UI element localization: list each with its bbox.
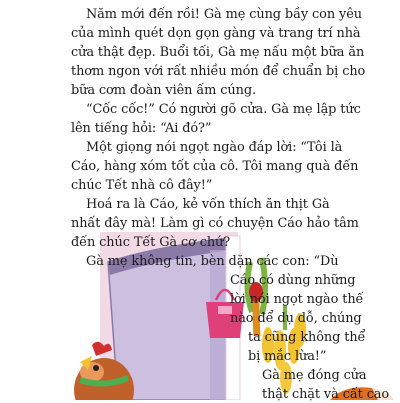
paragraph-5-line-4: nào để dụ dỗ, chúng: [230, 311, 362, 326]
paragraph-3-line-2: Cáo, hàng xóm tốt của cô. Tôi mang quà đến: [71, 159, 359, 174]
paragraph-3-line-1: Một giọng nói ngọt ngào đáp lời: “Tôi là: [86, 140, 343, 155]
paragraph-1-line-5: bữa cơm đoàn viên ấm cúng.: [71, 83, 256, 98]
paragraph-5-line-5: ta cũng không thể: [248, 330, 366, 345]
paragraph-1-line-4: thơm ngon với rất nhiều món để chuẩn bị cho: [71, 64, 366, 79]
paragraph-5-line-6: bị mắc lừa!”: [248, 349, 327, 364]
paragraph-5-line-2: Cáo có dùng những: [230, 273, 356, 288]
paragraph-1-line-3: cửa thật đẹp. Buổi tối, Gà mẹ nấu một bữa ăn: [71, 45, 365, 60]
paragraph-6-line-2: thật chặt và cất cao: [262, 387, 390, 402]
paragraph-6-line-1: Gà mẹ đóng cửa: [262, 368, 367, 383]
paragraph-4-line-3: đến chúc Tết Gà cơ chứ?: [71, 235, 231, 250]
paragraph-3-line-3: chúc Tết nhà cô đây!”: [71, 178, 213, 193]
paragraph-4-line-2: nhất đây mà! Làm gì có chuyện Cáo hảo tâm: [71, 216, 359, 231]
paragraph-1-line-2: của mình quét dọn gọn gàng và trang trí nhà: [71, 26, 361, 41]
paragraph-1-line-1: Năm mới đến rồi! Gà mẹ cùng bầy con yêu: [86, 7, 362, 22]
paragraph-5-line-3: lời nói ngọt ngào thế: [230, 292, 364, 307]
paragraph-4-line-1: Hoá ra là Cáo, kẻ vốn thích ăn thịt Gà: [86, 197, 330, 212]
paragraph-2-line-1: “Cốc cốc!” Có người gõ cửa. Gà mẹ lập tức: [86, 102, 361, 117]
paragraph-2-line-2: lên tiếng hỏi: “Ai đó?”: [71, 121, 212, 136]
paragraph-5-line-1: Gà mẹ không tin, bèn dặn các con: “Dù: [86, 254, 339, 269]
